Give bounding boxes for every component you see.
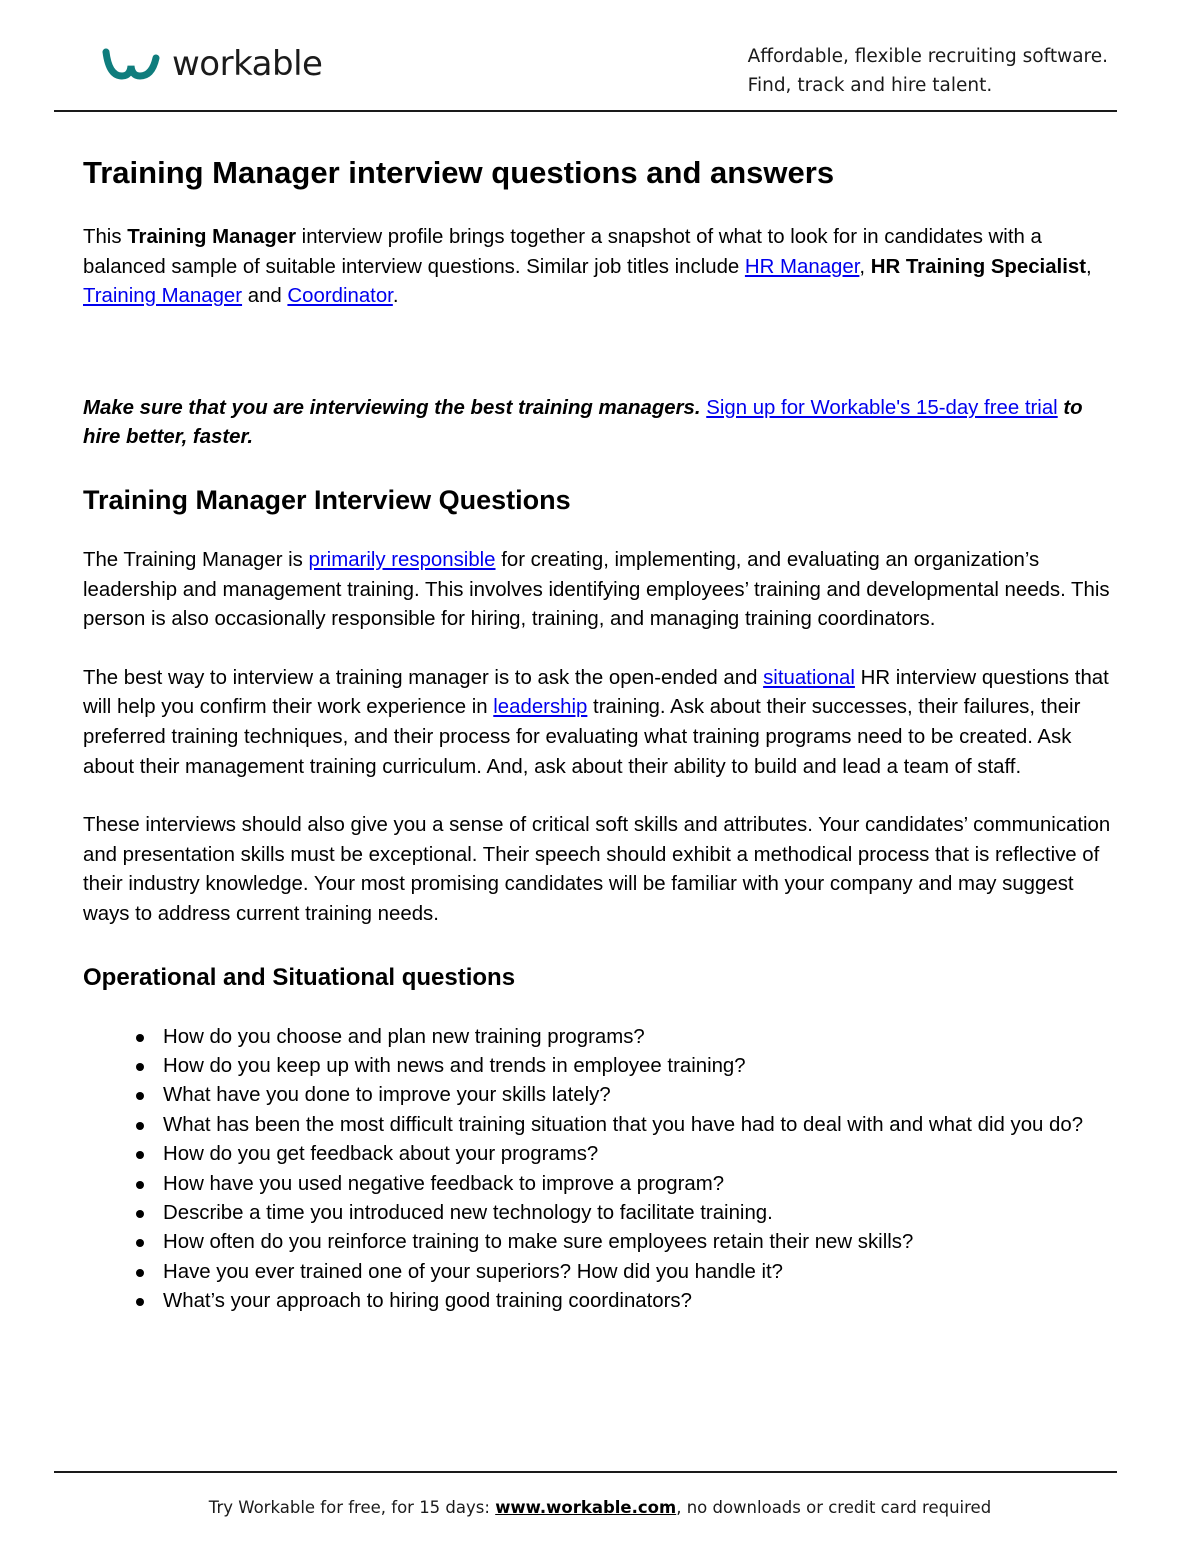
training-manager-link[interactable]: Training Manager <box>83 285 243 308</box>
para1-text-2: for creating, implementing, and evaluating an organization’s leadership and management training. This involves identifying employees’ training and developmental needs. This person is also occasionally responsible for hiring, training, and managing training coordinators. <box>83 548 1110 631</box>
paragraph-soft-skills: These interviews should also give you a sense of critical soft skills and attributes. Your candidates’ communication and presentation skills must be exceptional. Their speech should exhibit a methodical process that is reflective of their industry knowledge. Your most promising candidates will be familiar with your company and may suggest ways to address current training needs. <box>83 814 1111 925</box>
paragraph-responsibilities <box>83 546 1123 635</box>
list-item: How have you used negative feedback to improve a program? <box>163 1170 1123 1199</box>
footer-text-2: , no downloads or credit card required <box>676 1498 992 1517</box>
intro-text-1: This <box>83 226 128 248</box>
list-item: How often do you reinforce training to make sure employees retain their new skills? <box>163 1228 1123 1257</box>
para1-text-1: The Training Manager is <box>83 548 309 571</box>
intro-text-4: , <box>1086 255 1092 278</box>
list-item: What’s your approach to hiring good training coordinators? <box>163 1287 1123 1316</box>
footer-text-1: Try Workable for free, for 15 days: <box>208 1498 496 1517</box>
para2-text-1: The best way to interview a training manager is to ask the open-ended and <box>83 666 764 689</box>
primarily-responsible-link[interactable]: primarily responsible <box>308 548 496 571</box>
workable-website-link[interactable]: www.workable.com <box>495 1498 677 1517</box>
signup-trial-link[interactable]: Sign up for Workable's 15-day free trial <box>706 396 1058 419</box>
list-item: Describe a time you introduced new technology to facilitate training. <box>163 1199 1123 1228</box>
list-item: How do you choose and plan new training programs? <box>163 1023 1123 1052</box>
situational-link[interactable]: situational <box>763 666 855 689</box>
footer-divider <box>54 1471 1117 1473</box>
list-item: What has been the most difficult training situation that you have had to deal with and what did you do? <box>163 1111 1123 1140</box>
page-title: Training Manager interview questions and answers <box>83 155 835 190</box>
list-item: What have you done to improve your skills lately? <box>163 1081 1123 1110</box>
intro-text-3: , <box>859 255 871 278</box>
para2-text-2: HR interview questions that will help you confirm their work experience in <box>83 666 1109 719</box>
intro-bold-1: Training Manager <box>127 226 297 248</box>
intro-bold-2: HR Training Specialist <box>870 255 1087 278</box>
tagline-line-1: Affordable, flexible recruiting software. <box>747 46 1108 67</box>
cta-paragraph <box>83 394 1123 453</box>
hr-manager-link[interactable]: HR Manager <box>744 255 860 278</box>
tagline-line-2: Find, track and hire talent. <box>747 75 993 96</box>
intro-text-5: and <box>242 285 288 308</box>
para2-text-3: training. Ask about their successes, their failures, their preferred training techniques, and their process for evaluating what training programs need to be created. Ask about their management training curriculum. And, ask about their ability to build and lead a team of staff. <box>83 696 1081 778</box>
cta-text-1: Make sure that you are interviewing the best training managers. <box>83 396 701 419</box>
document-body <box>83 153 1123 1317</box>
header-divider <box>54 110 1117 112</box>
section-title: Training Manager Interview Questions <box>83 484 571 515</box>
intro-text-6: . <box>392 285 399 308</box>
workable-logo[interactable] <box>100 44 322 84</box>
list-item: How do you keep up with news and trends in employee training? <box>163 1052 1123 1081</box>
paragraph-interview-approach <box>83 664 1123 782</box>
footer <box>0 1498 1200 1517</box>
leadership-link[interactable]: leadership <box>493 696 588 719</box>
subsection-title: Operational and Situational questions <box>83 963 516 991</box>
intro-paragraph <box>83 223 1123 312</box>
logo-text: workable <box>172 44 323 84</box>
coordinator-link[interactable]: Coordinator <box>287 285 393 308</box>
header-tagline <box>748 42 1108 100</box>
intro-text-2: interview profile brings together a snapshot of what to look for in candidates with a balanced sample of suitable interview questions. Similar job titles include <box>83 226 1042 278</box>
cta-text-2: to hire better, faster. <box>83 396 1083 449</box>
list-item: How do you get feedback about your programs? <box>163 1140 1123 1169</box>
questions-list <box>83 1023 1123 1317</box>
list-item: Have you ever trained one of your superiors? How did you handle it? <box>163 1258 1123 1287</box>
workable-logo-icon <box>100 44 162 84</box>
